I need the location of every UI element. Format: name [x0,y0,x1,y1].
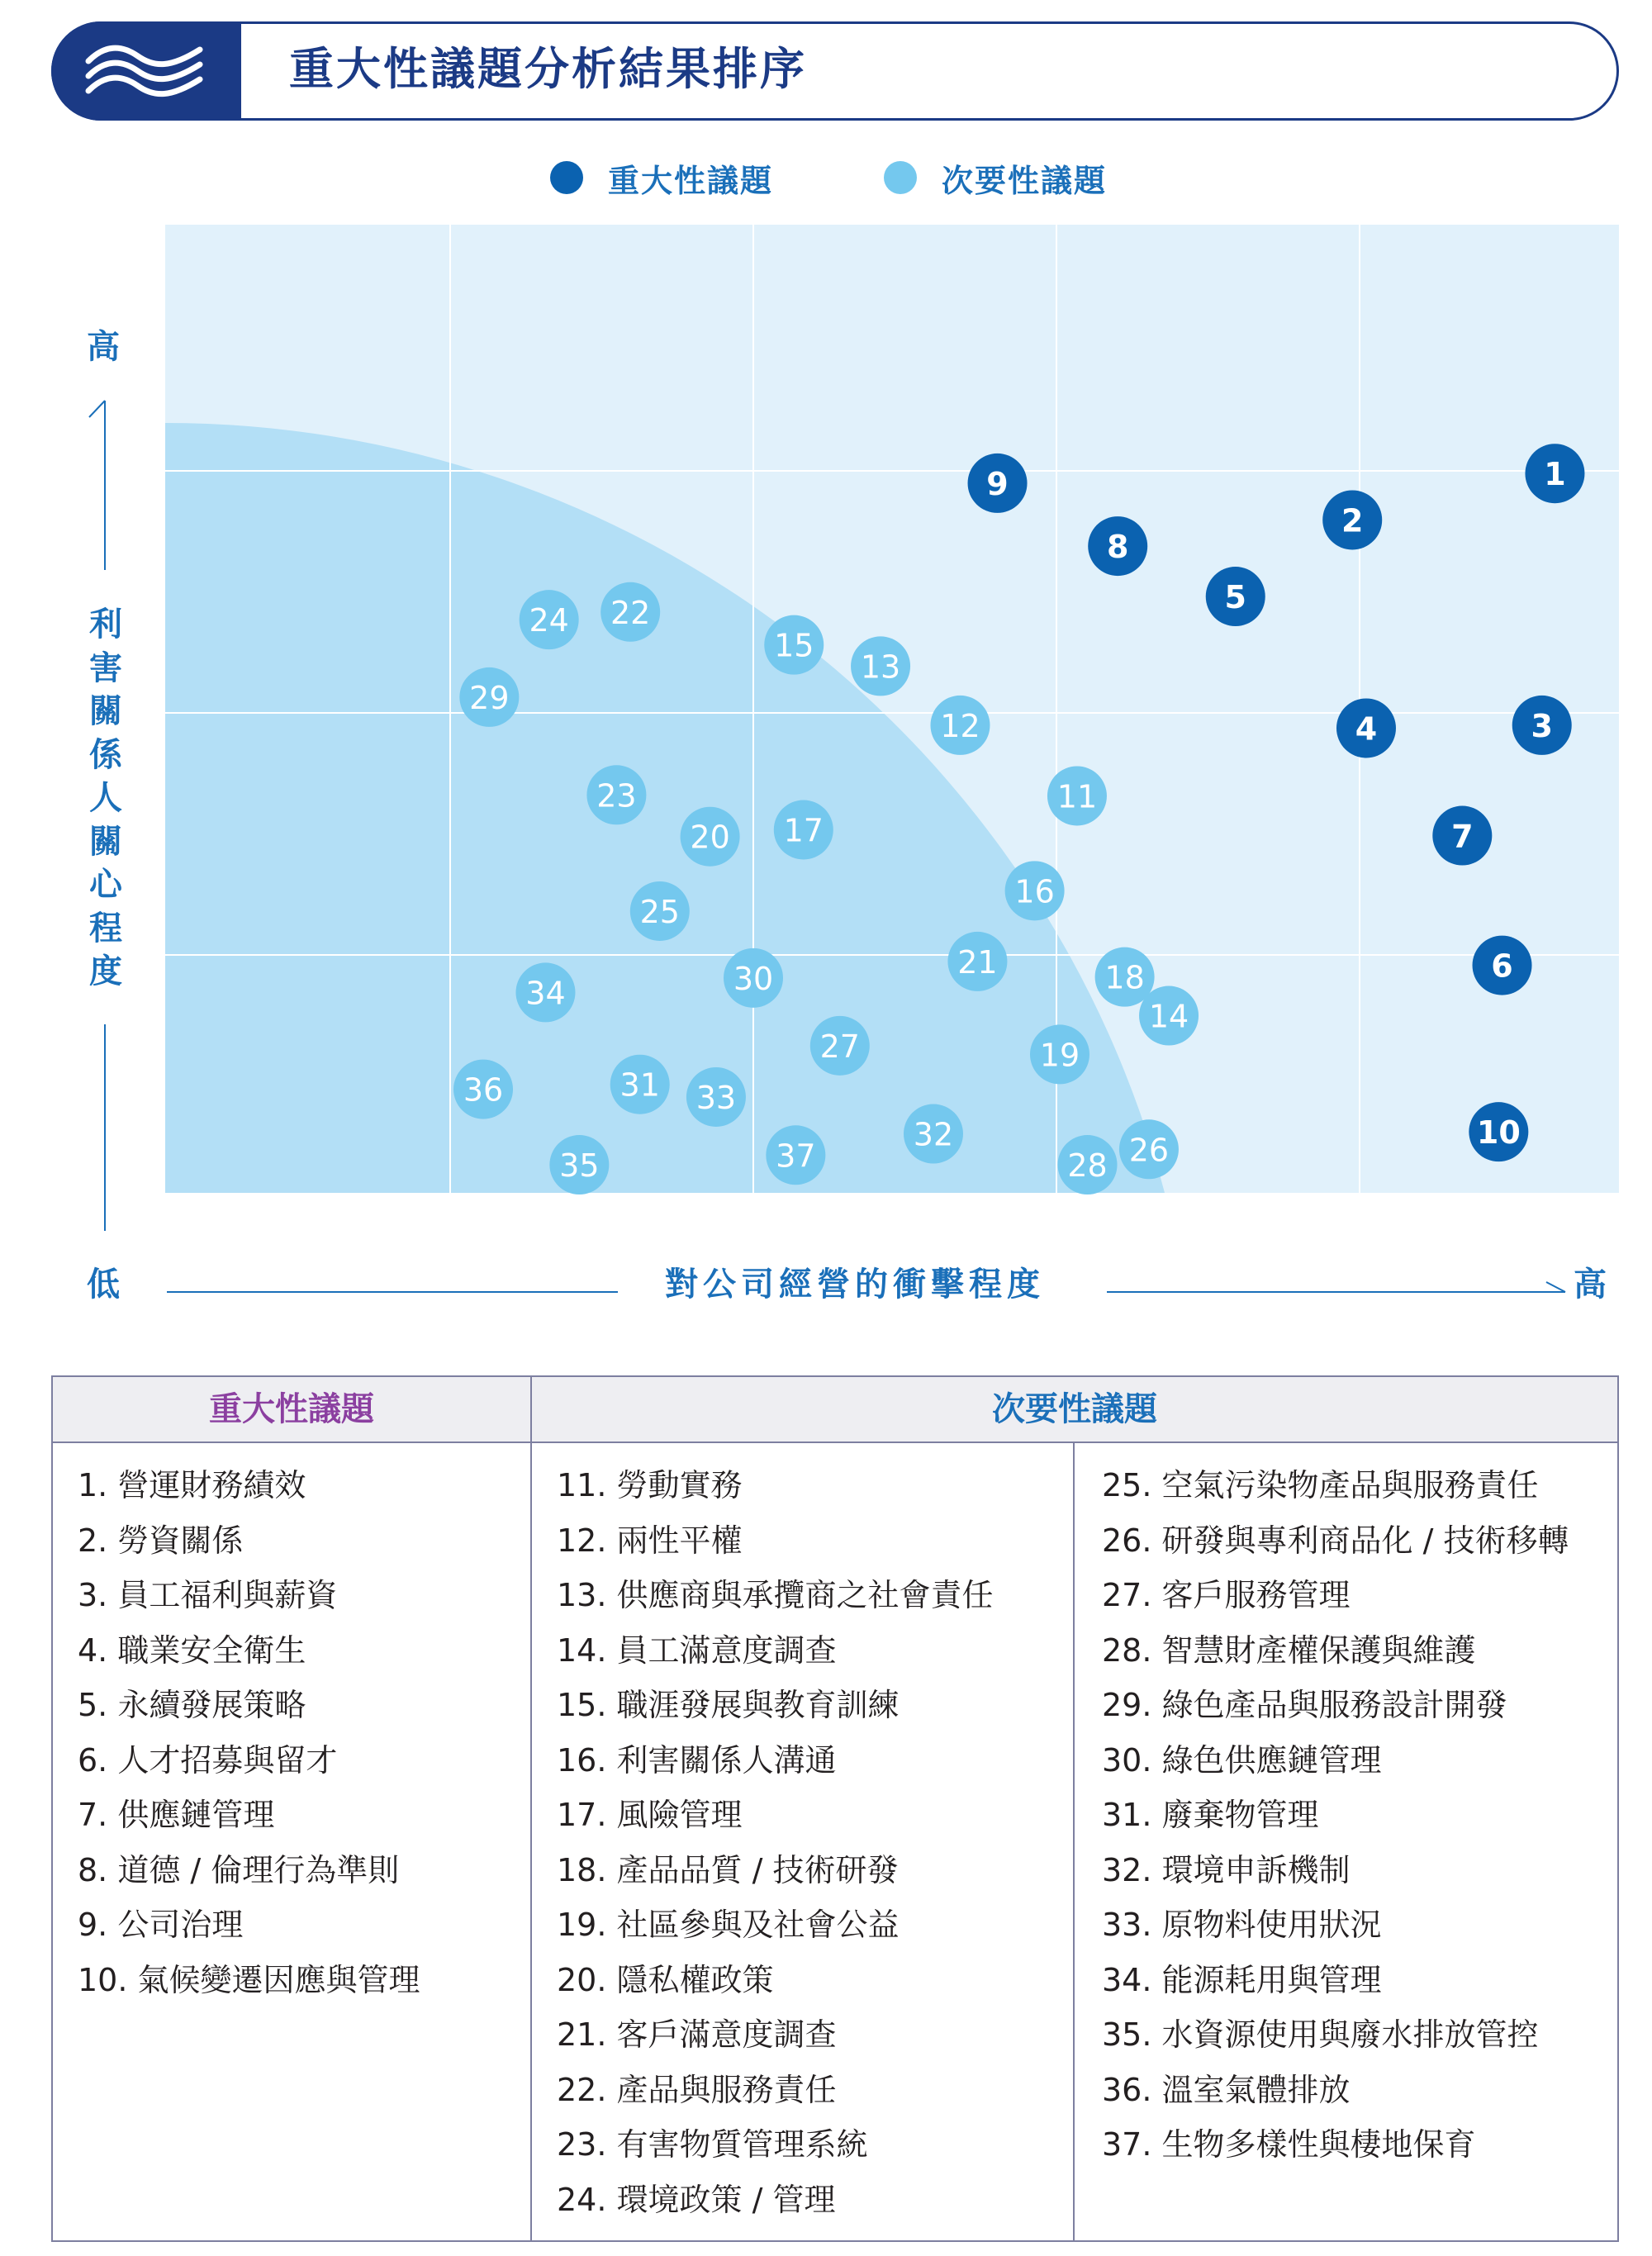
data-point-label: 17 [783,812,824,849]
data-point-32 [904,1104,963,1164]
data-point-label: 5 [1224,579,1246,616]
page-title: 重大性議題分析結果排序 [289,43,807,95]
data-point-label: 30 [733,960,774,997]
data-point-27 [810,1016,870,1076]
data-point-label: 24 [529,602,569,639]
column-divider [1073,1443,1075,2240]
data-point-label: 7 [1451,818,1474,855]
minor-issue-item: 19. 社區參與及社會公益 [557,1907,900,1943]
data-point-34 [515,962,575,1022]
data-point-2 [1322,490,1382,549]
data-point-label: 9 [986,465,1009,502]
y-axis-high-label: 高 [87,328,120,366]
data-point-label: 31 [620,1066,660,1104]
data-point-26 [1119,1119,1179,1179]
data-point-label: 18 [1104,959,1145,996]
data-point-label: 15 [774,627,814,664]
data-point-7 [1432,806,1492,866]
legend-major-label: 重大性議題 [608,162,774,199]
data-point-label: 19 [1039,1037,1080,1074]
data-point-19 [1030,1024,1089,1084]
major-issue-item: 2. 勞資關係 [78,1522,244,1559]
major-issue-item: 8. 道德 / 倫理行為準則 [78,1851,400,1888]
minor-issue-item: 26. 研發與專利商品化 / 技術移轉 [1102,1522,1569,1559]
data-point-22 [601,582,660,642]
data-point-label: 1 [1544,456,1566,493]
major-issue-item: 9. 公司治理 [78,1907,244,1943]
data-point-9 [968,454,1028,513]
data-point-label: 6 [1491,948,1513,985]
major-issue-item: 3. 員工福利與薪資 [78,1577,338,1613]
data-point-label: 28 [1067,1147,1108,1185]
data-point-8 [1088,516,1147,576]
column-divider [530,1377,532,2240]
major-issue-item: 1. 營運財務績效 [78,1467,306,1503]
minor-issue-item: 17. 風險管理 [557,1797,743,1833]
major-issue-item: 5. 永續發展策略 [78,1687,306,1723]
minor-issue-list-a [557,1458,994,2227]
minor-issue-item: 14. 員工滿意度調查 [557,1631,837,1669]
major-issue-item: 7. 供應鏈管理 [78,1797,275,1833]
minor-issue-list-b [1102,1458,1569,2173]
major-issue-item: 6. 人才招募與留才 [78,1741,338,1779]
data-point-label: 2 [1341,502,1364,539]
data-point-label: 25 [639,893,680,930]
data-point-4 [1336,698,1396,758]
data-point-label: 27 [819,1028,860,1065]
data-point-35 [549,1135,609,1194]
issue-table [51,1375,1619,2242]
data-point-17 [774,800,833,860]
data-point-37 [766,1125,825,1185]
data-point-label: 20 [690,819,730,856]
minor-issue-item: 31. 廢棄物管理 [1102,1797,1319,1833]
minor-issue-item: 27. 客戶服務管理 [1102,1577,1351,1613]
minor-issue-item: 34. 能源耗用與管理 [1102,1961,1382,1998]
minor-issue-item: 25. 空氣污染物產品與服務責任 [1102,1467,1539,1503]
data-point-label: 4 [1355,710,1378,748]
data-point-10 [1469,1102,1528,1161]
data-point-30 [724,948,783,1008]
minor-issue-item: 16. 利害關係人溝通 [557,1741,837,1779]
major-issue-list [78,1458,420,2007]
major-column-header: 重大性議題 [209,1390,374,1428]
data-point-label: 36 [463,1071,504,1109]
minor-issue-item: 23. 有害物質管理系統 [557,2126,868,2163]
minor-issue-item: 32. 環境申訴機制 [1102,1851,1351,1888]
data-point-18 [1095,948,1155,1007]
data-point-label: 23 [596,777,637,815]
data-point-label: 12 [940,707,980,744]
data-point-label: 22 [610,594,651,631]
data-point-23 [586,765,646,824]
data-point-13 [851,636,910,696]
legend-minor-label: 次要性議題 [942,162,1108,199]
y-axis-arrow-icon [89,401,105,417]
data-point-label: 3 [1531,707,1553,744]
data-point-1 [1525,444,1584,503]
data-point-label: 29 [469,679,510,716]
y-axis-low-label: 低 [87,1266,120,1304]
data-point-28 [1058,1135,1118,1194]
data-point-label: 32 [913,1116,954,1153]
table-header-row [53,1377,1617,1443]
data-point-33 [686,1067,746,1127]
data-point-label: 34 [525,975,566,1012]
minor-issue-item: 15. 職涯發展與教育訓練 [557,1687,900,1723]
data-point-24 [520,590,579,649]
data-point-label: 11 [1056,778,1098,815]
data-point-label: 13 [860,648,901,686]
data-point-15 [764,615,824,675]
minor-issue-item: 11. 勞動實務 [557,1467,743,1503]
data-point-25 [630,881,690,941]
minor-issue-item: 18. 產品品質 / 技術研發 [557,1851,899,1888]
data-point-label: 33 [695,1079,737,1116]
minor-issue-item: 28. 智慧財產權保護與維護 [1102,1631,1476,1669]
minor-issue-item: 22. 產品與服務責任 [557,2071,837,2108]
x-axis-title: 對公司經營的衝擊程度 [665,1266,1045,1304]
minor-issue-item: 30. 綠色供應鏈管理 [1102,1741,1382,1779]
minor-issue-item: 12. 兩性平權 [557,1522,743,1559]
data-point-16 [1005,861,1065,920]
data-point-label: 16 [1014,873,1055,910]
major-issue-item: 4. 職業安全衛生 [78,1631,306,1669]
minor-issue-item: 33. 原物料使用狀況 [1102,1907,1382,1943]
data-point-label: 26 [1128,1132,1170,1169]
minor-issue-item: 29. 綠色產品與服務設計開發 [1102,1687,1507,1723]
minor-issue-item: 20. 隱私權政策 [557,1961,774,1998]
minor-issue-item: 35. 水資源使用與廢水排放管控 [1102,2016,1539,2053]
data-point-3 [1512,696,1572,755]
data-point-11 [1047,766,1107,825]
data-point-21 [947,932,1007,991]
minor-issue-item: 36. 溫室氣體排放 [1102,2071,1351,2108]
minor-issue-item: 24. 環境政策 / 管理 [557,2181,836,2218]
data-point-6 [1473,936,1532,995]
data-point-label: 10 [1476,1114,1521,1152]
data-point-36 [453,1060,513,1119]
data-point-31 [610,1055,670,1114]
y-axis-title: 利害關係人關心程度 [89,606,122,990]
data-point-29 [459,667,519,727]
minor-issue-item: 21. 客戶滿意度調查 [557,2016,837,2053]
data-point-5 [1206,567,1265,626]
data-point-label: 8 [1106,529,1129,566]
data-point-label: 37 [776,1137,816,1175]
data-point-label: 21 [957,943,998,981]
x-axis-arrow-icon [1546,1282,1565,1292]
data-point-label: 35 [559,1147,600,1185]
data-point-20 [681,807,740,867]
minor-column-header: 次要性議題 [992,1390,1157,1428]
data-point-12 [930,696,990,755]
minor-issue-item: 13. 供應商與承攬商之社會責任 [557,1577,994,1613]
major-issue-item: 10. 氣候變遷因應與管理 [78,1961,420,1998]
x-axis-high-label: 高 [1574,1266,1607,1304]
minor-issue-item: 37. 生物多樣性與棲地保育 [1102,2126,1476,2163]
data-point-label: 14 [1148,998,1189,1035]
